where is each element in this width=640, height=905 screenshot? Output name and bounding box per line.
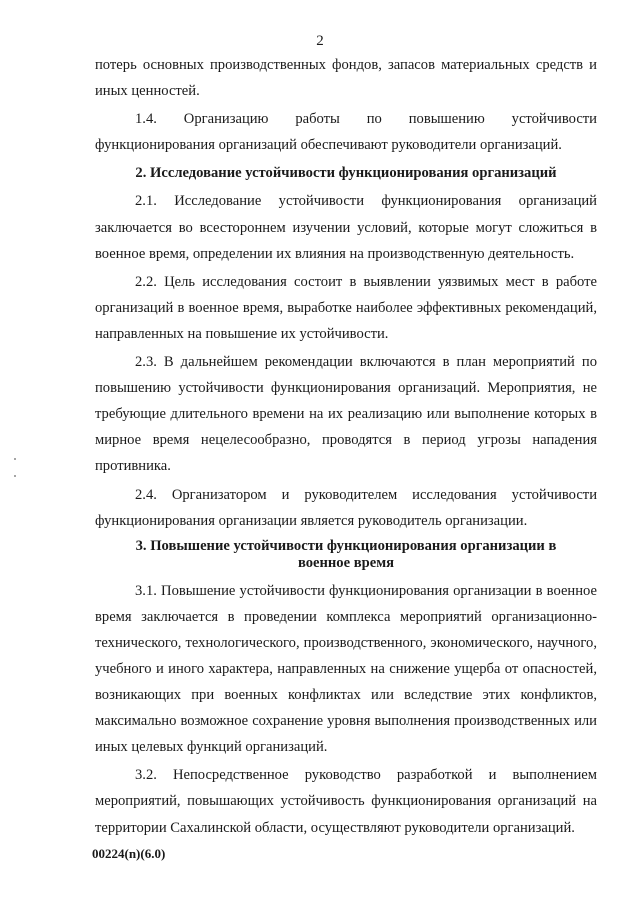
paragraph-2-1: 2.1. Исследование устойчивости функционирования организаций заключается во всестороннем изучении условий, которые могут сложиться в военное время, определении их влияния на производственную деятельность. <box>95 193 597 262</box>
paragraph-2-3: 2.3. В дальнейшем рекомендации включаются в план мероприятий по повышению устойчивости функционирования организаций. Мероприятия, не требующие длительного времени на их реализацию или выполнение которых в мирное время нецелесообразно, проводятся в период угрозы нападения противника. <box>95 354 597 475</box>
page-number: 2 <box>316 33 324 49</box>
section-2-heading: 2. Исследование устойчивости функционирования организаций <box>135 165 557 182</box>
section-3-heading-line-2: военное время <box>297 554 395 571</box>
section-3-heading <box>95 538 597 572</box>
document-code: 00224(n)(6.0) <box>92 846 166 861</box>
paragraph-3-1: 3.1. Повышение устойчивости функционирования организации в военное время заключается в проведении комплекса мероприятий организационно-технического, технологического, производственного, экономического, научного, учебного и иного характера, направленных на снижение ущерба от опасностей, возникающих при военных конфликтах или вследствие этих конфликтов, максимально возможное сохранение уровня выполнения производственных или иных целевых функций организаций. <box>95 582 597 756</box>
scan-speck <box>14 458 16 460</box>
paragraph-2-4: 2.4. Организатором и руководителем исследования устойчивости функционирования организации является руководитель организации. <box>95 486 597 529</box>
scan-speck <box>14 475 16 477</box>
paragraph-continued: потерь основных производственных фондов, запасов материальных средств и иных ценностей. <box>95 57 597 100</box>
paragraph-2-2: 2.2. Цель исследования состоит в выявлении уязвимых мест в работе организаций в военное время, выработке наиболее эффективных рекомендаций, направленных на повышение их устойчивости. <box>95 273 597 342</box>
section-3-heading-line-1: 3. Повышение устойчивости функционирования организации в <box>135 537 557 554</box>
paragraph-1-4: 1.4. Организацию работы по повышению устойчивости функционирования организаций обеспечивают руководители организаций. <box>95 111 597 154</box>
paragraph-3-2: 3.2. Непосредственное руководство разработкой и выполнением мероприятий, повышающих устойчивость функционирования организаций на территории Сахалинской области, осуществляют руководители организаций. <box>95 767 597 836</box>
document-body <box>95 52 597 843</box>
